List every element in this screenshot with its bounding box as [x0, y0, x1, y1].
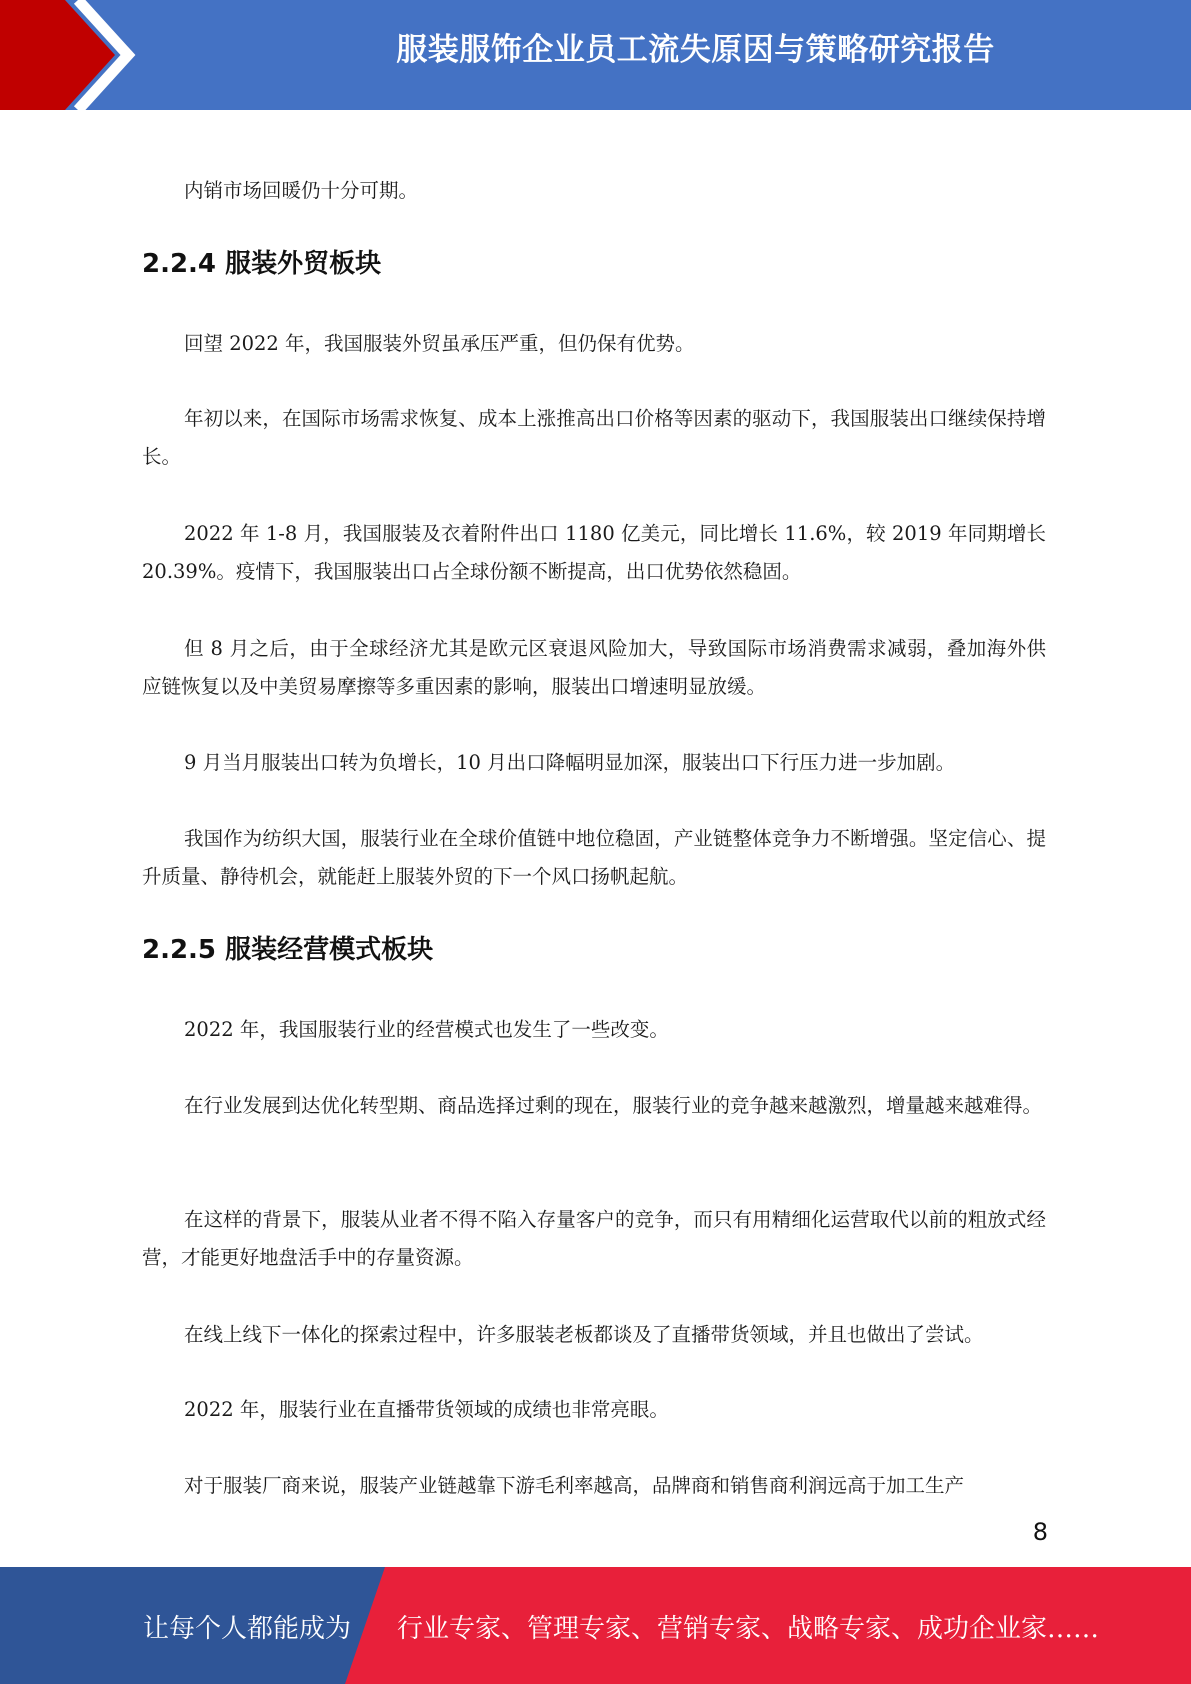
page-header: [0, 0, 1191, 110]
paragraph: 2022 年 1-8 月，我国服装及衣着附件出口 1180 亿美元，同比增长 11.6%，较 2019 年同期增长 20.39%。疫情下，我国服装出口占全球份额不断提高，出口优势依然稳固。: [142, 522, 1046, 583]
paragraph: 2022 年，我国服装行业的经营模式也发生了一些改变。: [184, 1018, 669, 1041]
report-title: 服装服饰企业员工流失原因与策略研究报告: [396, 32, 995, 68]
paragraph: 年初以来，在国际市场需求恢复、成本上涨推高出口价格等因素的驱动下，我国服装出口继续保持增长。: [142, 407, 1046, 468]
paragraph: 但 8 月之后，由于全球经济尤其是欧元区衰退风险加大，导致国际市场消费需求减弱，叠加海外供应链恢复以及中美贸易摩擦等多重因素的影响，服装出口增速明显放缓。: [142, 637, 1046, 698]
section-heading-2-2-4: 2.2.4 服装外贸板块: [142, 249, 382, 279]
header-arrow-decoration: [0, 0, 160, 110]
footer-slogan-right: 行业专家、管理专家、营销专家、战略专家、成功企业家……: [397, 1614, 1100, 1644]
paragraph: 2022 年，服装行业在直播带货领域的成绩也非常亮眼。: [184, 1398, 669, 1421]
paragraph: 回望 2022 年，我国服装外贸虽承压严重，但仍保有优势。: [184, 332, 695, 355]
section-heading-2-2-5: 2.2.5 服装经营模式板块: [142, 935, 434, 965]
page-number: 8: [1032, 1518, 1048, 1546]
paragraph: 内销市场回暖仍十分可期。: [184, 179, 419, 202]
paragraph: 在线上线下一体化的探索过程中，许多服装老板都谈及了直播带货领域，并且也做出了尝试。: [184, 1323, 984, 1346]
footer-slogan-left: 让每个人都能成为: [143, 1614, 352, 1644]
paragraph: 9 月当月服装出口转为负增长，10 月出口降幅明显加深，服装出口下行压力进一步加剧。: [184, 751, 956, 774]
page-footer: [0, 1567, 1191, 1684]
paragraph: 在这样的背景下，服装从业者不得不陷入存量客户的竞争，而只有用精细化运营取代以前的粗放式经营，才能更好地盘活手中的存量资源。: [142, 1208, 1046, 1269]
paragraph: 对于服装厂商来说，服装产业链越靠下游毛利率越高，品牌商和销售商利润远高于加工生产: [184, 1474, 965, 1497]
paragraph: 在行业发展到达优化转型期、商品选择过剩的现在，服装行业的竞争越来越激烈，增量越来越难得。: [184, 1094, 1043, 1117]
paragraph: 我国作为纺织大国，服装行业在全球价值链中地位稳固，产业链整体竞争力不断增强。坚定信心、提升质量、静待机会，就能赶上服装外贸的下一个风口扬帆起航。: [142, 827, 1046, 888]
